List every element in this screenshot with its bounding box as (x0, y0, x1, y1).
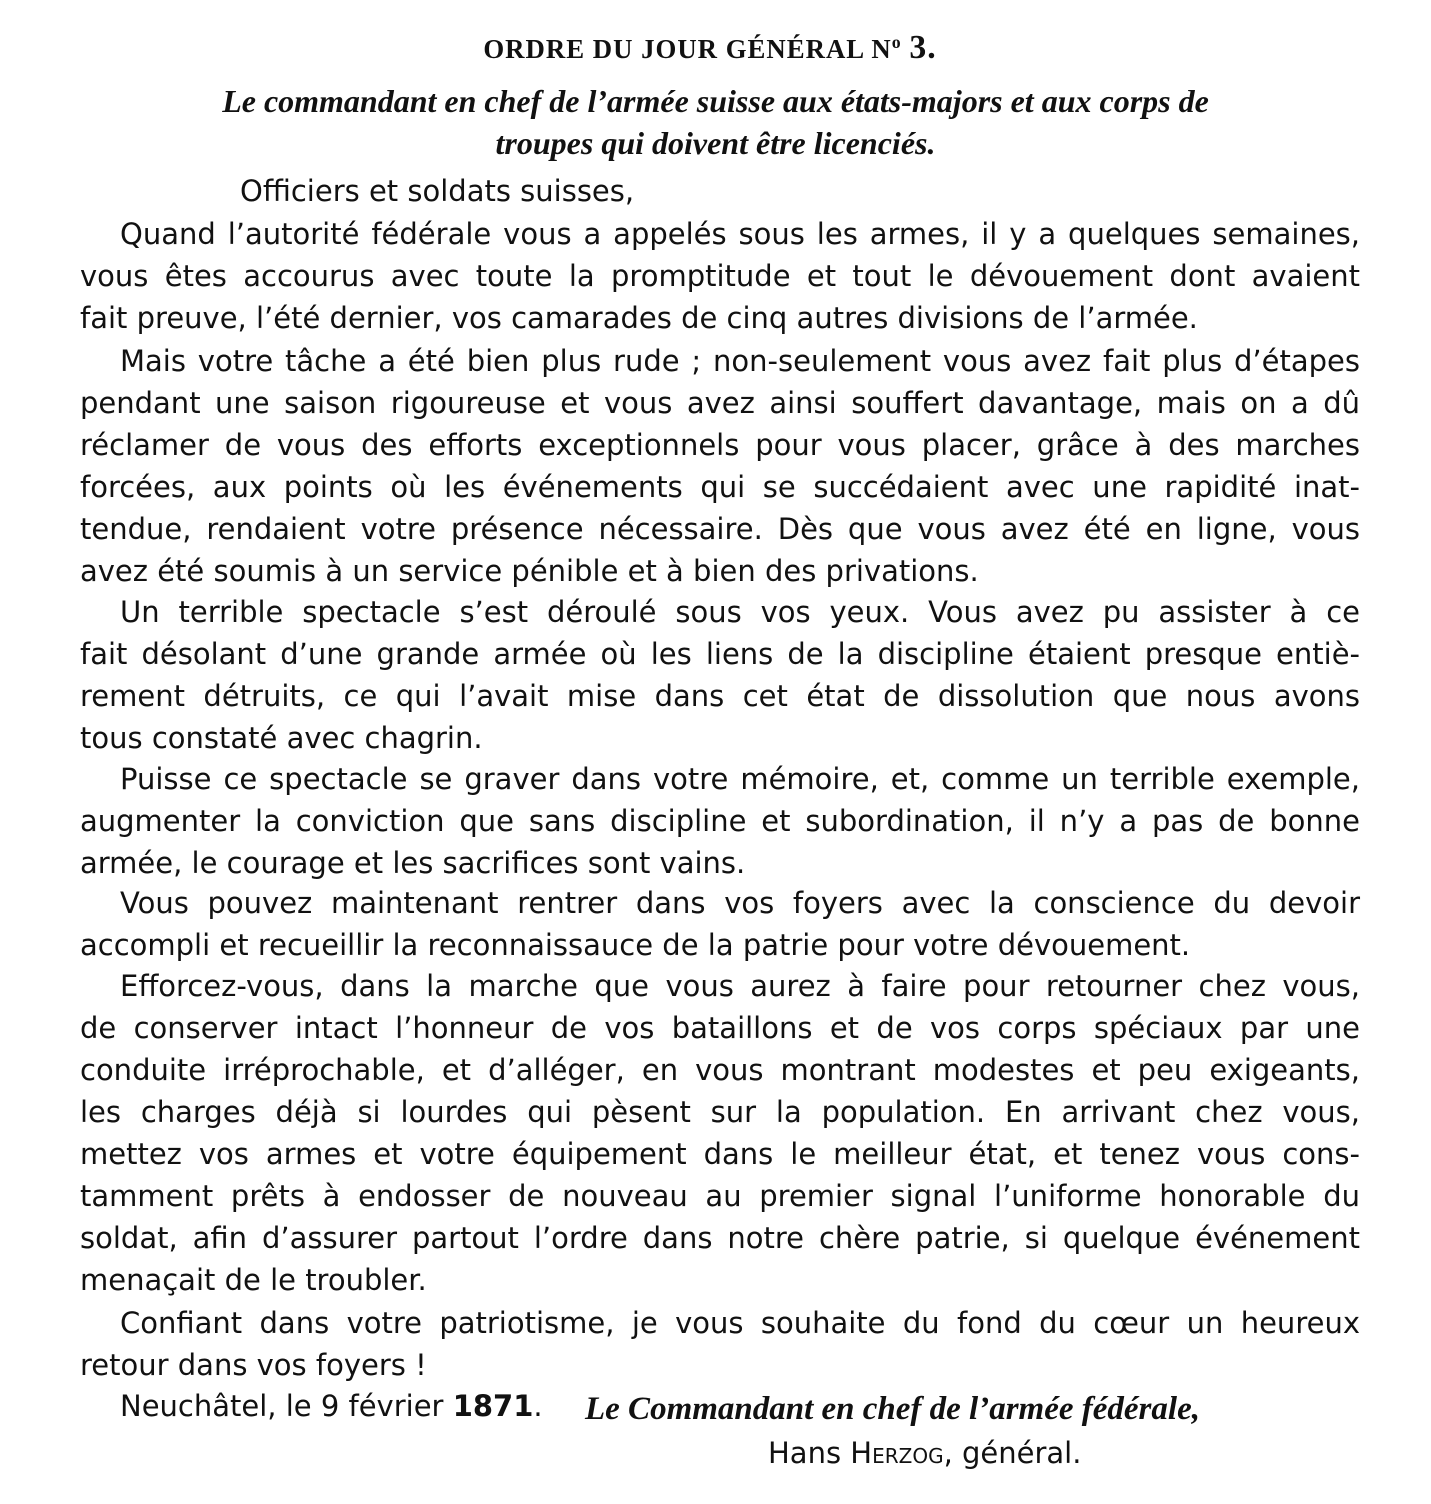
signature (768, 1432, 1081, 1474)
paragraph-line: Vous pouvez maintenant rentrer dans vos foyers avec la conscience du devoir (120, 886, 1360, 920)
subtitle-line-1: Le commandant en chef de l’armée suisse aux états-majors et aux corps de (222, 83, 1209, 119)
order-heading (0, 22, 1420, 69)
paragraph-line: accompli et recueillir la reconnaissauce de la patrie pour votre dévouement. (80, 928, 1191, 962)
dateline-end: . (533, 1389, 543, 1423)
order-number-degree: o (891, 32, 902, 52)
dateline-year: 1871 (452, 1389, 534, 1423)
paragraph-line: menaçait de le troubler. (80, 1263, 427, 1297)
paragraph-line: forcées, aux points où les événements qui se succédaient avec une rapidité inat- (80, 470, 1360, 504)
signature-first-name: Hans (768, 1436, 851, 1470)
signature-last-name: Herzog (850, 1436, 944, 1470)
paragraph-line: soldat, afin d’assurer partout l’ordre dans notre chère patrie, si quelque événement (80, 1221, 1360, 1255)
order-number: 3. (909, 29, 937, 66)
paragraph-line: avez été soumis à un service pénible et à bien des privations. (80, 554, 979, 588)
paragraph-line: Mais votre tâche a été bien plus rude ; non-seulement vous avez fait plus d’étapes (120, 344, 1360, 378)
paragraph-line: fait désolant d’une grande armée où les liens de la discipline étaient presque entiè- (80, 637, 1360, 671)
order-subtitle (110, 80, 1321, 164)
paragraph-line: armée, le courage et les sacrifices sont vains. (80, 846, 746, 880)
paragraph-line: pendant une saison rigoureuse et vous avez ainsi souffert davantage, mais on a dû (80, 386, 1360, 420)
paragraph-line: Quand l’autorité fédérale vous a appelés sous les armes, il y a quelques semaines, (120, 217, 1360, 251)
paragraph-line: les charges déjà si lourdes qui pèsent sur la population. En arrivant chez vous, (80, 1095, 1360, 1129)
paragraph-line: vous êtes accourus avec toute la promptitude et tout le dévouement dont avaient (80, 259, 1360, 293)
paragraph-line: conduite irréprochable, et d’alléger, en vous montrant modestes et peu exigeants, (80, 1053, 1360, 1087)
signature-rank: , général. (943, 1436, 1082, 1470)
paragraph-line: augmenter la conviction que sans discipline et subordination, il n’y a pas de bonne (80, 804, 1360, 838)
paragraph-line: Puisse ce spectacle se graver dans votre mémoire, et, comme un terrible exemple, (120, 762, 1360, 796)
dateline (120, 1385, 543, 1427)
paragraph-line: de conserver intact l’honneur de vos bataillons et de vos corps spéciaux par une (80, 1011, 1360, 1045)
paragraph-line: tous constaté avec chagrin. (80, 721, 483, 755)
paragraph-line: rement détruits, ce qui l’avait mise dans cet état de dissolution que nous avons (80, 679, 1360, 713)
paragraph-line: retour dans vos foyers ! (80, 1348, 427, 1382)
paragraph-line: tendue, rendaient votre présence nécessaire. Dès que vous avez été en ligne, vous (80, 512, 1360, 546)
paragraph-line: Un terrible spectacle s’est déroulé sous vos yeux. Vous avez pu assister à ce (120, 595, 1360, 629)
paragraph-line: Efforcez-vous, dans la marche que vous aurez à faire pour retourner chez vous, (120, 969, 1360, 1003)
subtitle-line-2: troupes qui doivent être licenciés. (495, 125, 936, 161)
dateline-place-date: Neuchâtel, le 9 février (120, 1389, 453, 1423)
paragraph-line: Confiant dans votre patriotisme, je vous souhaite du fond du cœur un heureux (120, 1306, 1360, 1340)
order-heading-prefix: ORDRE DU JOUR GÉNÉRAL N (483, 34, 892, 64)
paragraph-line: fait preuve, l’été dernier, vos camarades de cinq autres divisions de l’armée. (80, 301, 1198, 335)
salutation: Officiers et soldats suisses, (240, 174, 635, 208)
closing-title: Le Commandant en chef de l’armée fédérale, (585, 1391, 1200, 1427)
paragraph-line: mettez vos armes et votre équipement dans le meilleur état, et tenez vous cons- (80, 1137, 1360, 1171)
paragraph-line: réclamer de vous des efforts exceptionnels pour vous placer, grâce à des marches (80, 428, 1360, 462)
paragraph-line: tamment prêts à endosser de nouveau au premier signal l’uniforme honorable du (80, 1179, 1360, 1213)
